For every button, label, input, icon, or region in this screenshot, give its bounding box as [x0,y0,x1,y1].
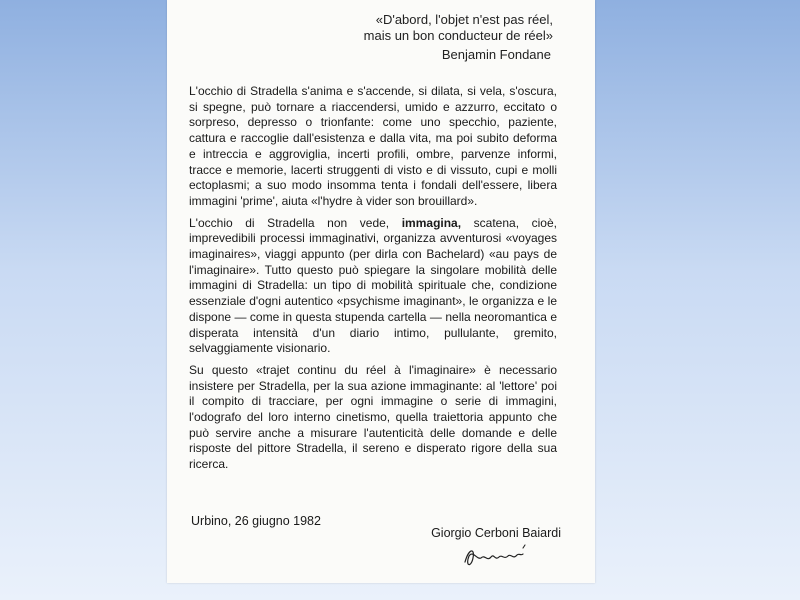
signature-name: Giorgio Cerboni Baiardi [431,526,561,540]
body-text [189,84,557,479]
document-page [167,0,595,583]
paragraph-3: Su questo «trajet continu du réel à l'imaginaire» è necessario insistere per Stradella, per la sua azione immaginante: al 'lettore' poi il compito di tracciare, per ogni immagine o serie di immagini, l'odografo del loro interno cinetismo, quella traiettoria appunto che può servire anche a misurare l'autenticità delle domande e delle risposte del pittore Stradella, il sereno e disperato rigore della sua ricerca. [189,362,557,472]
epigraph-line-1: «D'abord, l'objet n'est pas réel, [375,12,553,27]
paragraph-1: L'occhio di Stradella s'anima e s'accende, si dilata, si vela, s'oscura, si spegne, può tornare a riaccendersi, umido e azzurro, eccitato o sorpreso, depresso o trionfante: come uno specchio, paziente, cattura e raccoglie dall'esistenza e dalla vita, ma poi subito deforma e intreccia e aggroviglia, incerti profili, ombre, parvenze informi, tracce e memorie, lacerti struggenti di visto e di vissuto, cupi e molli ectoplasmi; a suo modo insomma tenta i fondali dell'essere, libera immagini 'prime', aiuta «l'hydre à vider son brouillard». [189,84,557,208]
epigraph-line-2: mais un bon conducteur de réel» [363,27,553,43]
paragraph-2-rest: scatena, cioè, imprevedibili processi immaginativi, organizza avventurosi «voyages imaginaires», viaggi appunto (per dirla con Bachelard) «au pays de l'imaginaire». Tutto questo può spiegare la singolare mobilità delle immagini di Stradella: un tipo di mobilità spirituale che, condizione essenziale d'ogni autentico «psychisme imaginant», le organizza e le dispone — come in questa stupenda cartella — nella neoromantica e disperata intensità d'un diario intimo, pullulante, gremito, selvaggiamente visionario. [189,215,557,356]
paragraph-2 [189,216,557,357]
dateline: Urbino, 26 giugno 1982 [191,514,321,528]
epigraph-author: Benjamin Fondane [441,47,551,62]
paragraph-2-start: L'occhio di Stradella non vede, [189,215,402,230]
handwritten-signature [461,542,531,572]
paragraph-2-emphasis: immagina, [401,215,462,230]
epigraph [364,12,553,63]
